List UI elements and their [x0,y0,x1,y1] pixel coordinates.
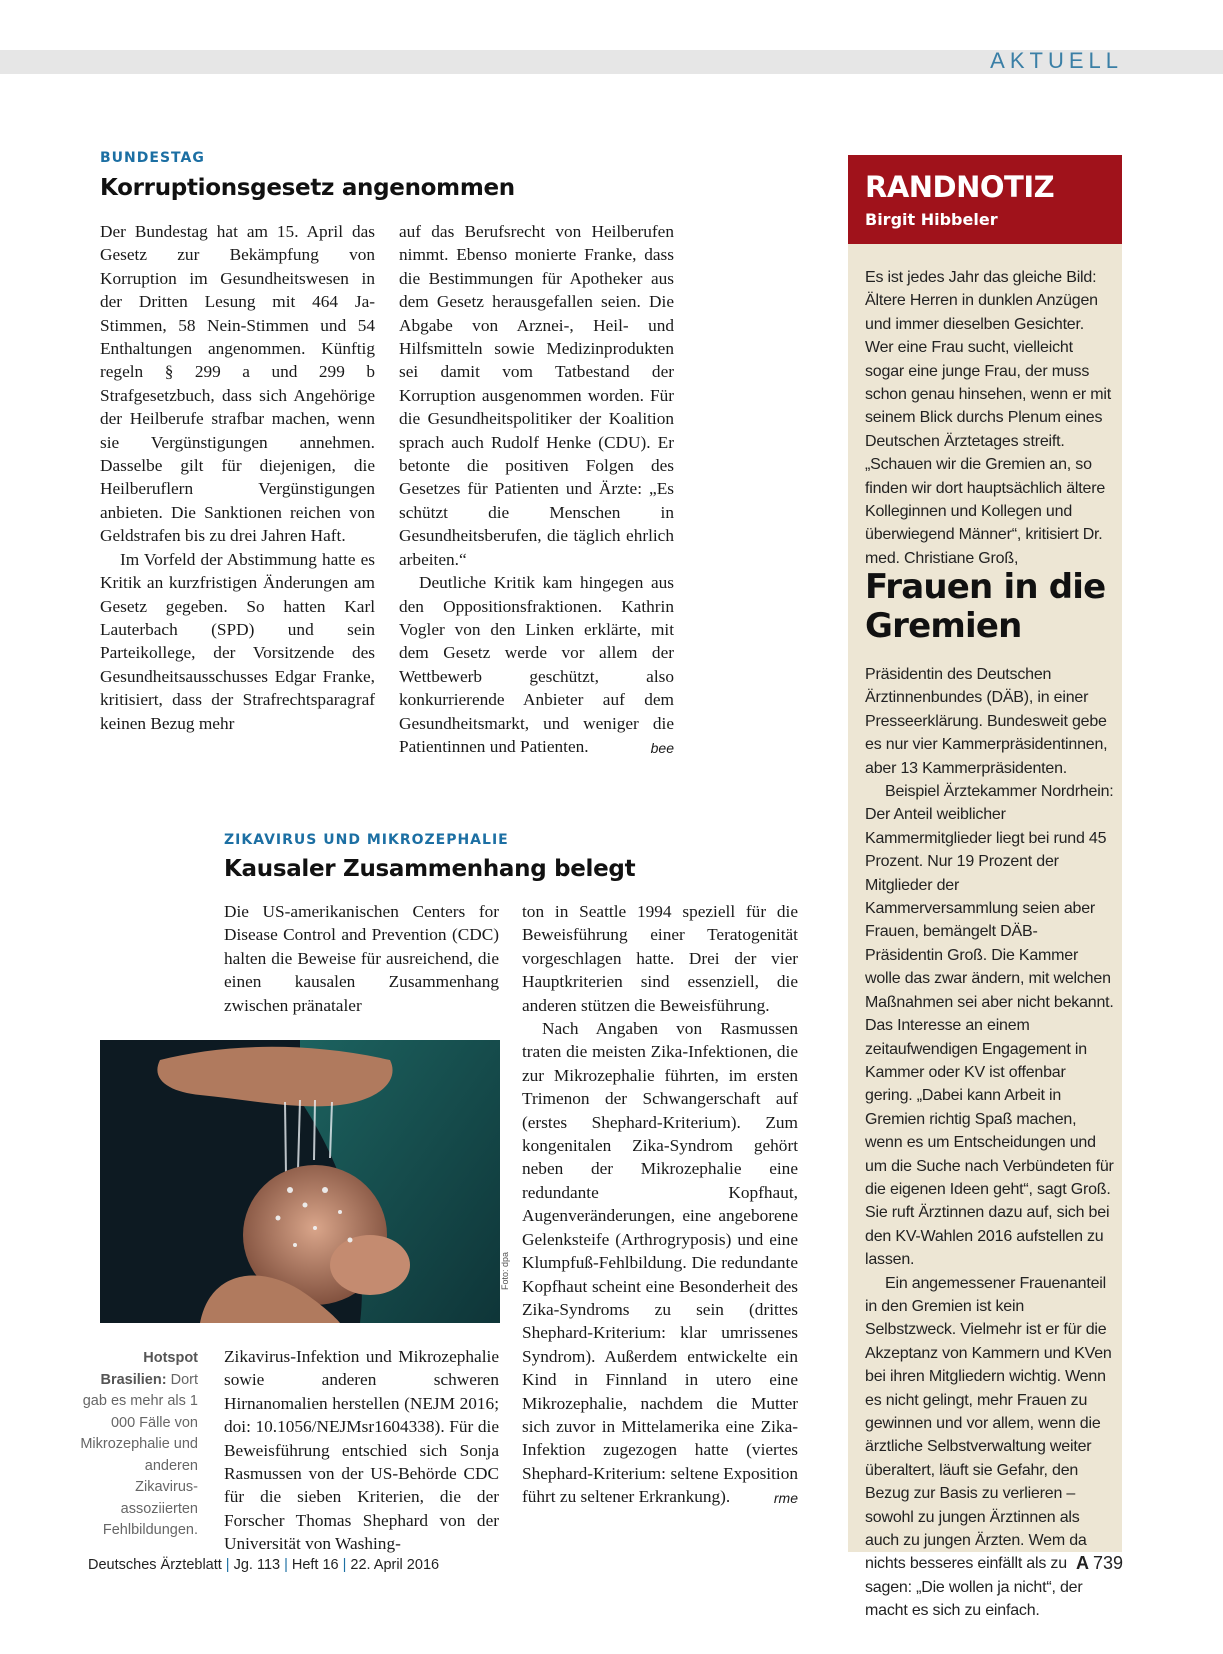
page-number [1076,1553,1123,1574]
sidebar-intro [865,266,1115,570]
article2-paragraph: Nach Angaben von Rasmussen traten die meisten Zika-Infektionen, die zur Mikrozephalie führten, im ersten Trimenon der Schwangerschaft auf (erstes Shephard-Kriterium). Zum kongenitalen Zika-Syndrom gehört neben der Mikrozephalie eine redundante Kopfhaut, Augenveränderungen, eine angeborene Gelenksteife (Arthrogryposis) und eine Klumpfuß-Fehlbildung. Die redundante Kopfhaut scheint eine Besonderheit des Zika-Syndroms zu sein (drittes Shephard-Kriterium: klar umrissenes Syndrom). Außerdem entwickelte ein Kind in Finnland in utero eine Mikrozephalie, nachdem die Mutter sich zuvor in Mittelamerika eine Zika-Infektion zugezogen hatte (viertes Shephard-Kriterium: seltene Exposition führt zu seltener Erkrankung). rme [522,1017,798,1509]
article2-column-1-bottom [224,1345,499,1556]
article1-column-1 [100,220,375,735]
page-prefix: A [1075,1553,1089,1573]
article2-paragraph: Zikavirus-Infektion und Mikrozephalie sowie anderen schweren Hirnanomalien herstellen (NEJM 2016; doi: 10.1056/NEJMsr1604338). Für die Beweisführung entschied sich Sonja Rasmussen von der US-Behörde CDC für die sieben Kriterien, die der Forscher Thomas Shephard von der Universität von Washing- [224,1347,499,1554]
photo-credit: Foto: dpa [500,1251,510,1290]
article1-kicker: BUNDESTAG [100,150,205,166]
sidebar-paragraph: Präsidentin des Deutschen Ärztinnenbundes (DÄB), in einer Presseerklärung. Bundesweit gebe es nur vier Kammerpräsidentinnen, aber 13 Kammerpräsidenten. [865,666,1108,777]
article2-column-1-top [224,900,499,1017]
sidebar-title: RANDNOTIZ [865,170,1055,204]
article1-paragraph: Der Bundestag hat am 15. April das Gesetz zur Bekämpfung von Korruption im Gesundheitswesen in der Dritten Lesung mit 464 Ja-Stimmen, 58 Nein-Stimmen und 54 Enthaltungen angenommen. Künftig regeln § 299 a und 299 b Strafgesetzbuch, dass sich Angehörige der Heilberufe strafbar machen, wenn sie Vergünstigungen annehmen. Dasselbe gilt für diejenigen, die Heilberuflern Vergünstigungen anbieten. Die Sanktionen reichen von Geldstrafen bis zu drei Jahren Haft. [100,222,375,546]
article1-headline: Korruptionsgesetz angenommen [100,175,515,201]
footer-journal: Deutsches Ärzteblatt [88,1557,222,1573]
news-photo [100,1040,500,1323]
article1-signature: bee [650,739,674,756]
article2-kicker: ZIKAVIRUS UND MIKROZEPHALIE [224,832,509,848]
caption-text: Dort gab es mehr als 1 000 Fälle von Mikrozephalie und anderen Zikavirus-assoziierten Fehlbildungen. [80,1371,198,1538]
page-number-value: 739 [1092,1553,1123,1573]
sidebar-author: Birgit Hibbeler [865,210,998,229]
article2-headline: Kausaler Zusammenhang belegt [224,856,636,882]
sidebar-headline: Frauen in die Gremien [865,567,1106,646]
photo-caption [80,1348,198,1542]
caption-title: Hotspot Brasilien: [100,1350,198,1388]
section-label: AKTUELL [990,48,1123,73]
sidebar-paragraph: Ein angemessener Frauenanteil in den Gremien ist kein Selbstzweck. Vielmehr ist er für die Akzeptanz von Kammern und KVen bei ihren Mitgliedern wichtig. Wenn es nicht gelingt, mehr Frauen zu gewinnen und vor allem, wenn die ärztliche Selbstverwaltung weiter überaltert, läuft sie Gefahr, den Bezug zur Basis zu verlieren – sowohl zu jungen Ärztinnen als auch zu jungen Ärzten. Wem da nichts besseres einfällt als zu sagen: „Die wollen ja nicht“, der macht es sich zu einfach. [865,1274,1112,1620]
article2-signature: rme [773,1490,798,1507]
footer-issue: Heft 16 [291,1557,339,1573]
article1-paragraph: Deutliche Kritik kam hingegen aus den Oppositionsfraktionen. Kathrin Vogler von den Linken erklärte, mit dem Gesetz werde vor allem der Wettbewerb geschützt, also konkurrierende Anbieter auf dem Gesundheitsmarkt, und weniger die Patientinnen und Patienten. bee [399,571,674,758]
baby-bath-illustration [100,1040,500,1323]
sidebar-paragraph: Es ist jedes Jahr das gleiche Bild: Ältere Herren in dunklen Anzügen und immer dieselben Gesichter. Wer eine Frau sucht, vielleicht sogar eine junge Frau, der muss schon genau hinsehen, wenn er mit seinem Blick durchs Plenum eines Deutschen Ärztetages streift. „Schauen wir die Gremien an, so finden wir dort hauptsächlich ältere Kolleginnen und Kollegen und überwiegend Männer“, kritisiert Dr. med. Christiane Groß, [865,269,1112,567]
article2-paragraph: ton in Seattle 1994 speziell für die Beweisführung einer Teratogenität vorgeschlagen hatte. Drei der vier Hauptkriterien sind essenziell, die anderen stützen die Beweisführung. [522,902,798,1015]
footer-date: 22. April 2016 [350,1557,440,1573]
article1-column-2 [399,220,674,760]
footer-citation: Deutsches Ärzteblatt | Jg. 113 | Heft 16 | 22. April 2016 [88,1557,440,1573]
footer-volume: Jg. 113 [233,1557,281,1573]
sidebar-paragraph: Beispiel Ärztekammer Nordrhein: Der Anteil weiblicher Kammermitglieder liegt bei rund 45 Prozent. Nur 19 Prozent der Mitglieder der Kammerversammlung seien aber Frauen, bemängelt DÄB-Präsidentin Groß. Die Kammer wolle das zwar ändern, mit welchen Maßnahmen sei aber nicht bekannt. Das Interesse an einem zeitaufwendigen Engagement in Kammer oder KV ist offenbar gering. „Dabei kann Arbeit in Gremien richtig Spaß machen, wenn es um Entscheidungen und um die Suche nach Verbündeten für die eigenen Ideen geht“, sagt Groß. Sie ruft Ärztinnen dazu auf, sich bei den KV-Wahlen 2016 aufstellen zu lassen. [865,783,1114,1269]
article1-paragraph: Im Vorfeld der Abstimmung hatte es Kritik an kurzfristigen Änderungen am Gesetz gegeben. So hatten Karl Lauterbach (SPD) und sein Parteikollege, der Vorsitzende des Gesundheitsausschusses Edgar Franke, kritisiert, dass der Strafrechtsparagraf keinen Bezug mehr [100,549,375,733]
article2-column-2 [522,900,798,1511]
sidebar-body [865,663,1115,1623]
article1-paragraph: auf das Berufsrecht von Heilberufen nimmt. Ebenso monierte Franke, dass die Bestimmungen für Apotheker aus dem Gesetz herausgefallen seien. Die Abgabe von Arznei-, Heil- und Hilfsmitteln sowie Medizinprodukten sei damit vom Tatbestand der Korruption ausgenommen worden. Für die Gesundheitspolitiker der Koalition sprach auch Rudolf Henke (CDU). Er betonte die positiven Folgen des Gesetzes für Patienten und Ärzte: „Es schützt die Menschen in Gesundheitsberufen, die täglich ehrlich arbeiten.“ [399,222,674,569]
article2-paragraph: Die US-amerikanischen Centers for Disease Control and Prevention (CDC) halten die Beweise für ausreichend, die einen kausalen Zusammenhang zwischen pränataler [224,902,499,1015]
